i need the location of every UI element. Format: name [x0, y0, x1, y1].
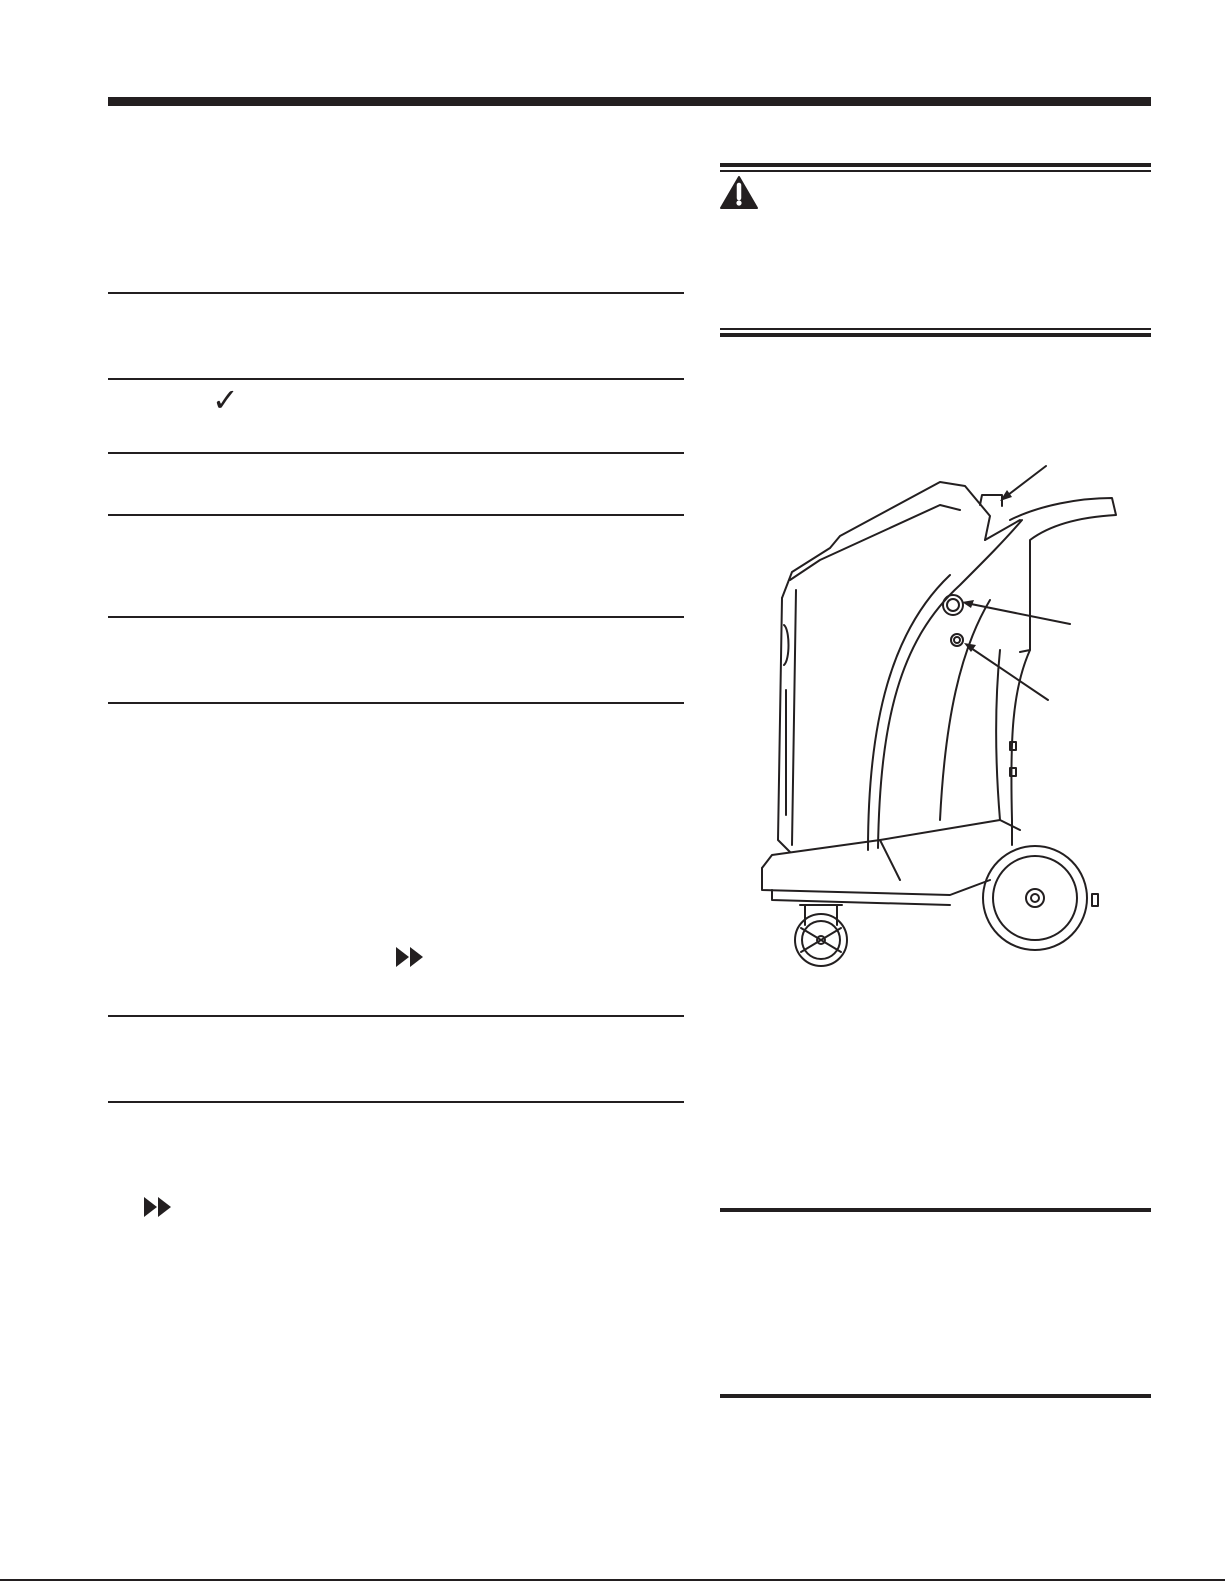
table-divider [108, 378, 684, 380]
warning-box-top-rule [720, 170, 1151, 172]
table-divider [108, 1015, 684, 1017]
header-rule [108, 97, 1151, 106]
warning-box-bottom-rule [720, 333, 1151, 337]
checkmark-icon: ✓ [212, 381, 239, 419]
fast-forward-icon [143, 1196, 173, 1218]
warning-box-bottom-rule [720, 328, 1151, 330]
fast-forward-icon [395, 946, 425, 968]
table-divider [108, 1101, 684, 1103]
table-divider [108, 292, 684, 294]
warning-triangle-icon [719, 175, 759, 210]
note-box-top-rule [720, 1208, 1151, 1212]
warning-box-top-rule [720, 163, 1151, 167]
note-box-bottom-rule [720, 1394, 1151, 1398]
table-divider [108, 452, 684, 454]
table-divider [108, 514, 684, 516]
table-divider [108, 702, 684, 704]
footer-rule [0, 1579, 1225, 1581]
machine-illustration [740, 445, 1130, 970]
table-divider [108, 616, 684, 618]
